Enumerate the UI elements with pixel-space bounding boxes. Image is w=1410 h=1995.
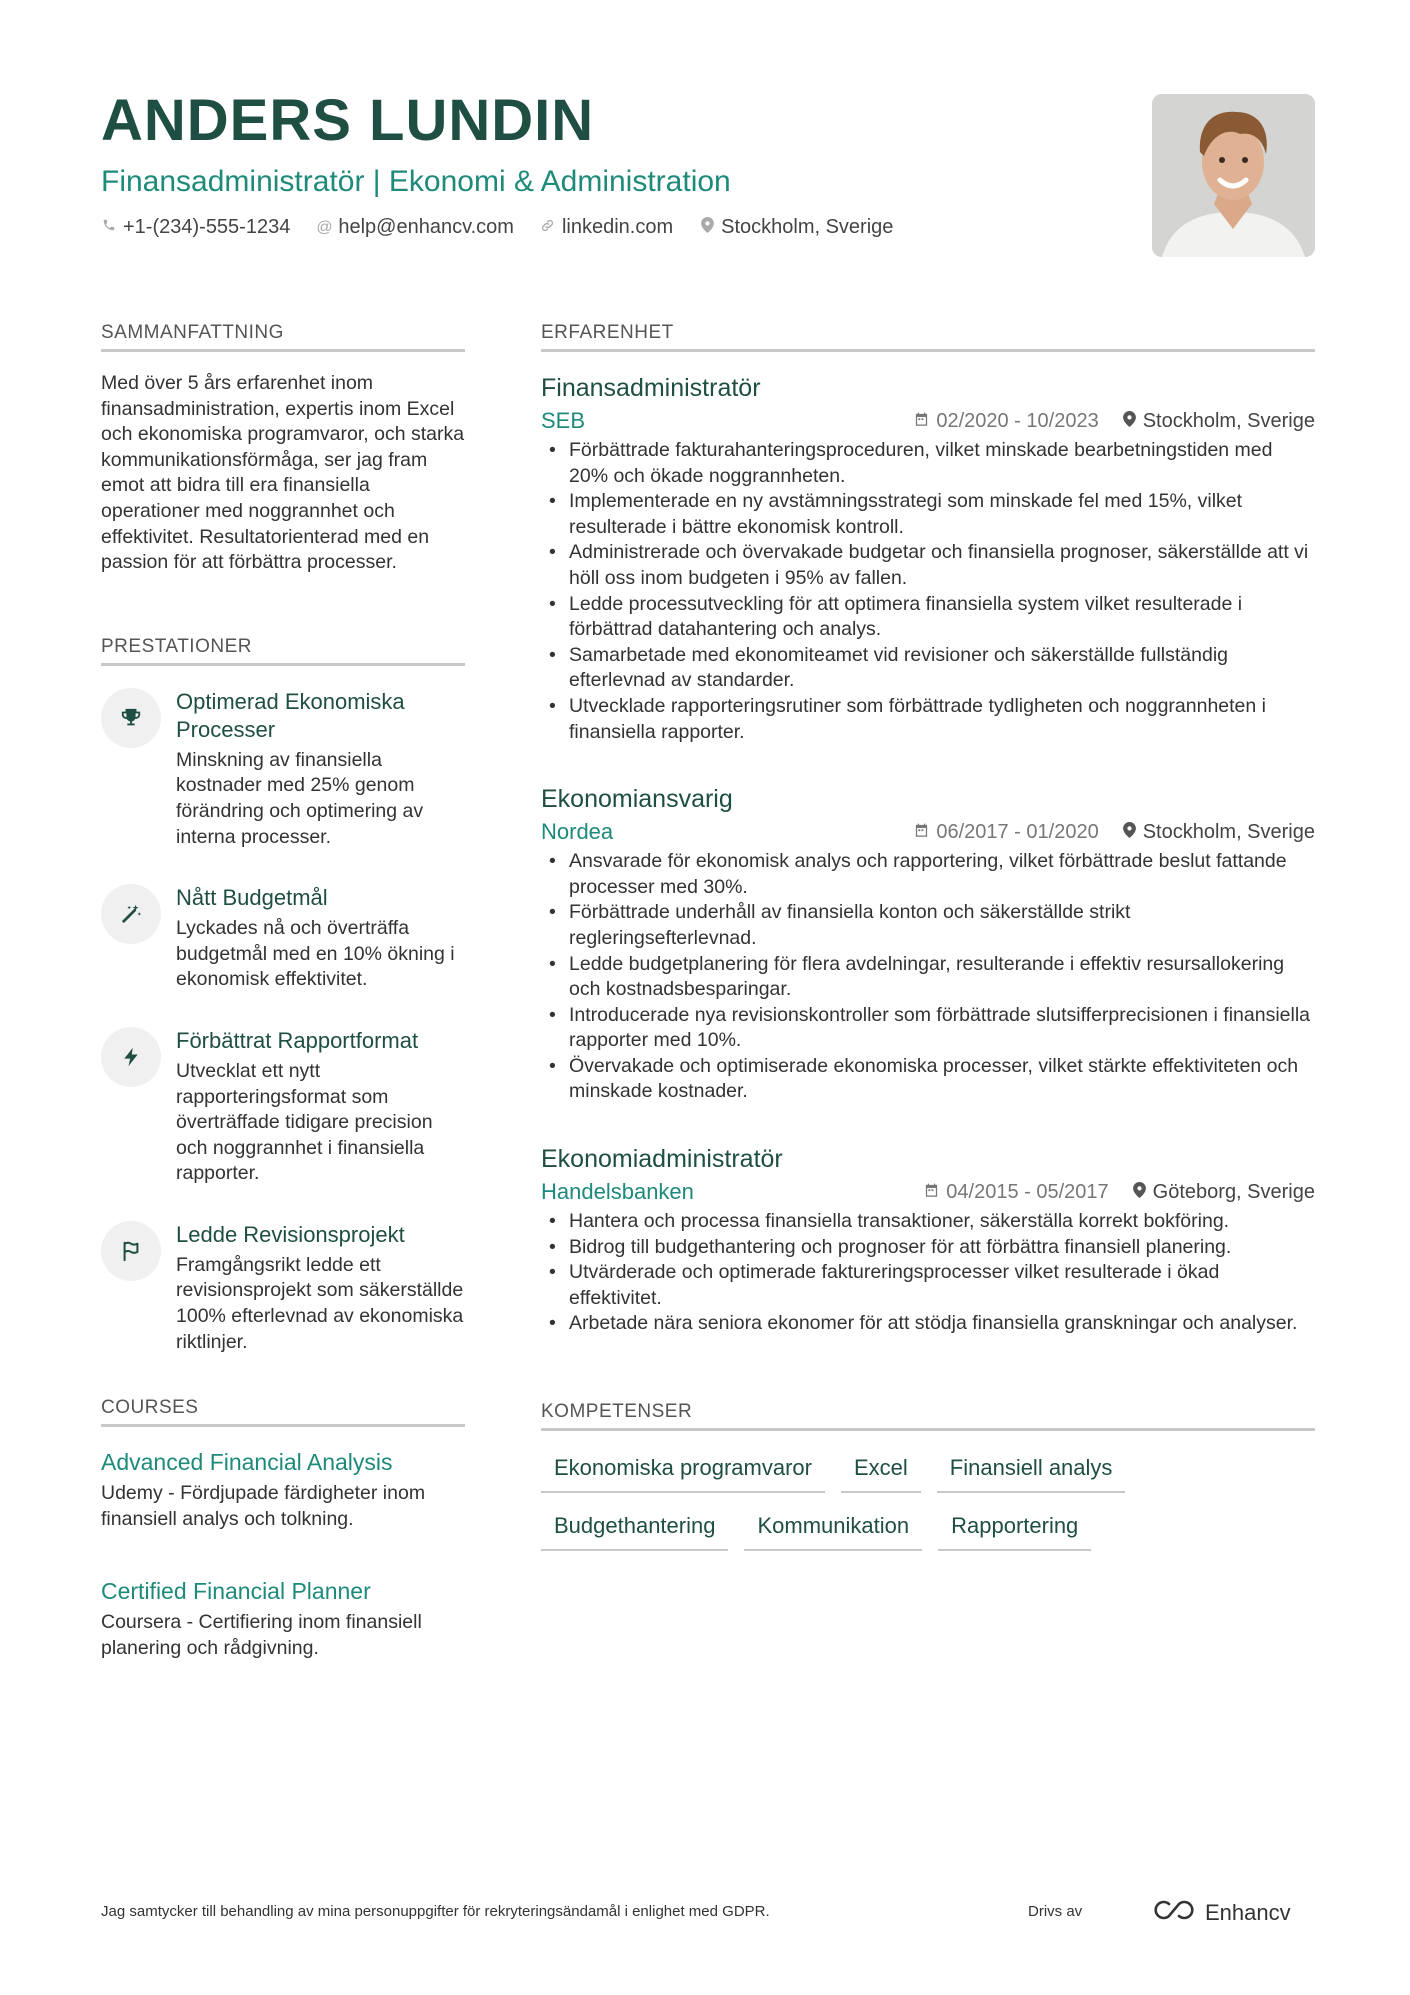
job-bullet: • Introducerade nya revisionskontroller som förbättrade slutsifferprecisionen i finansiella rapporter med 10%. [541,1003,1315,1054]
right-column [541,322,1315,1551]
job-meta [541,819,1315,845]
job-company: Nordea [541,819,614,845]
job-location [1123,821,1315,844]
trophy-icon [101,688,161,748]
powered-by-text: Drivs av [1028,1903,1083,1920]
contact-row [101,216,1101,239]
calendar-icon [914,823,929,842]
job-bullet: • Utvecklade rapporteringsrutiner som förbättrade tydligheten och noggrannheten i finansiella rapporter. [541,694,1315,745]
course-title: Advanced Financial Analysis [101,1449,393,1476]
achievement-item [101,1221,465,1355]
experience-title: ERFARENHET [541,322,1315,352]
gdpr-consent-text: Jag samtycker till behandling av mina personuppgifter för rekryteringsändamål i enlighet med GDPR. [101,1903,770,1920]
skills-section [541,1401,1315,1551]
job-bullet: • Ledde processutveckling för att optimera finansiella system vilket resulterade i förbättrad datahantering och analys. [541,592,1315,643]
job-bullet: • Ansvarade för ekonomisk analys och rapportering, vilket förbättrade beslut fattande processer med 30%. [541,849,1315,900]
job-bullet: • Arbetade nära seniora ekonomer för att stödja finansiella granskningar och analyser. [541,1311,1315,1337]
skills-title: KOMPETENSER [541,1401,1315,1431]
summary-section [101,322,465,576]
magic-wand-icon [101,884,161,944]
linkedin-text[interactable]: linkedin.com [561,216,674,238]
skill-tag: Finansiell analys [937,1453,1126,1493]
contact-phone [101,216,290,239]
achievement-title: Optimerad Ekonomiska Processer [176,688,405,742]
job-dates [914,410,1098,433]
achievement-desc: Lyckades nå och överträffa budgetmål med en 10% ökning i ekonomisk effektivitet. [176,917,455,991]
summary-title: SAMMANFATTNING [101,322,465,352]
left-column [101,322,465,1662]
job-bullets [541,1209,1315,1337]
job-company: Handelsbanken [541,1179,694,1205]
candidate-headline: Finansadministratör | Ekonomi & Administration [101,165,731,198]
skill-tag: Budgethantering [541,1511,728,1551]
job-dates [924,1181,1108,1204]
contact-linkedin[interactable] [540,216,673,239]
job-title: Ekonomiansvarig [541,785,733,814]
brand-name: Enhancv [1205,1900,1291,1925]
job-title: Finansadministratör [541,374,761,402]
job-bullet: • Ledde budgetplanering för flera avdelningar, resulterande i effektiv resursallokering och kostnadsbesparingar. [541,952,1315,1003]
location-pin-icon [699,217,715,238]
job-bullets [541,438,1315,745]
job-dates-text: 06/2017 - 01/2020 [936,820,1099,843]
achievements-section [101,636,465,1356]
job-bullet: • Administrerade och övervakade budgetar och finansiella prognoser, säkerställde att vi höll oss inom budgeten i 95% av fallen. [541,540,1315,591]
achievement-desc: Framgångsrikt ledde ett revisionsprojekt som säkerställde 100% efterlevnad av ekonomiska riktlinjer. [176,1253,464,1353]
job-title: Ekonomiadministratör [541,1145,783,1174]
contact-location [699,216,893,239]
course-item [101,1576,465,1661]
profile-photo [1152,94,1315,257]
job-bullet: • Hantera och processa finansiella transaktioner, säkerställa korrekt bokföring. [541,1209,1315,1235]
job-dates [914,821,1098,844]
candidate-name: ANDERS LUNDIN [101,88,595,153]
skills-list [541,1453,1315,1551]
brand-logo[interactable] [1151,1899,1291,1927]
job-entry [541,1143,1315,1337]
job-location-text: Göteborg, Sverige [1152,1180,1315,1203]
location-pin-icon [1133,1182,1146,1202]
job-location-text: Stockholm, Sverige [1142,820,1315,843]
job-bullet: • Förbättrade fakturahanteringsproceduren, vilket minskade bearbetningstiden med 20% och ökade noggrannheten. [541,438,1315,489]
location-text: Stockholm, Sverige [721,216,894,238]
achievement-desc: Minskning av finansiella kostnader med 25% genom förändring och optimering av interna processer. [176,748,424,848]
course-title: Certified Financial Planner [101,1578,371,1605]
job-company: SEB [541,408,586,433]
job-bullet: • Utvärderade och optimerade faktureringsprocesser vilket resulterade i ökad effektivitet. [541,1260,1315,1311]
location-pin-icon [1123,822,1136,842]
at-sign-icon: @ [316,218,333,236]
job-dates-text: 04/2015 - 05/2017 [946,1180,1109,1203]
job-bullet: • Bidrog till budgethantering och prognoser för att förbättra finansiell planering. [541,1235,1315,1261]
job-bullet: • Implementerade en ny avstämningsstrategi som minskade fel med 15%, vilket resulterade i bättre ekonomisk kontroll. [541,489,1315,540]
phone-text: +1-(234)-555-1234 [123,216,291,238]
achievement-title: Förbättrat Rapportformat [176,1027,419,1053]
job-bullet: • Samarbetade med ekonomiteamet vid revisioner och säkerställde fullständig efterlevnad av standarder. [541,643,1315,694]
flag-icon [101,1221,161,1281]
enhancv-logo-icon [1151,1899,1197,1927]
job-dates-text: 02/2020 - 10/2023 [936,409,1099,432]
job-bullet: • Förbättrade underhåll av finansiella konton och säkerställde strikt regleringsefterlevnad. [541,900,1315,951]
job-entry [541,372,1315,745]
achievement-item [101,688,465,850]
contact-email[interactable] [316,216,514,239]
job-meta [541,408,1315,434]
skill-tag: Excel [841,1453,921,1493]
course-desc: Coursera - Certifiering inom finansiell planering och rådgivning. [101,1611,422,1660]
skill-tag: Rapportering [938,1511,1091,1551]
skill-tag: Ekonomiska programvaror [541,1453,825,1493]
achievements-title: PRESTATIONER [101,636,465,666]
achievement-item [101,1027,465,1187]
job-location [1133,1181,1315,1204]
job-bullet: • Övervakade och optimiserade ekonomiska processer, vilket stärkte effektiviteten och minskade kostnader. [541,1054,1315,1105]
calendar-icon [924,1183,939,1202]
job-entry [541,783,1315,1105]
link-icon [540,218,556,238]
job-meta [541,1179,1315,1205]
achievement-desc: Utvecklat ett nytt rapporteringsformat som överträffade tidigare precision och noggrannhet i finansiella rapporter. [176,1059,433,1185]
job-location-text: Stockholm, Sverige [1142,409,1315,432]
experience-section [541,322,1315,1337]
achievement-item [101,884,465,993]
calendar-icon [914,412,929,431]
achievement-title: Ledde Revisionsprojekt [176,1221,405,1247]
courses-section [101,1397,465,1661]
lightning-bolt-icon [101,1027,161,1087]
skill-tag: Kommunikation [744,1511,922,1551]
summary-text: Med över 5 års erfarenhet inom finansadministration, expertis inom Excel och ekonomiska programvaror, och starka kommunikationsförmåga, ser jag fram emot att bidra till era finansiella operationer med noggrannhet och effektivitet. Resultatorienterad med en passion för att förbättra processer. [101,372,465,574]
course-item [101,1447,465,1532]
email-text[interactable]: help@enhancv.com [338,216,514,238]
course-desc: Udemy - Fördjupade färdigheter inom finansiell analys och tolkning. [101,1482,426,1530]
achievement-title: Nått Budgetmål [176,885,328,911]
job-bullets [541,849,1315,1105]
phone-icon [101,218,117,237]
job-location [1123,410,1315,433]
page-footer [101,1900,1315,1925]
resume-header [101,88,1101,239]
location-pin-icon [1123,411,1136,431]
courses-title: COURSES [101,1397,465,1427]
